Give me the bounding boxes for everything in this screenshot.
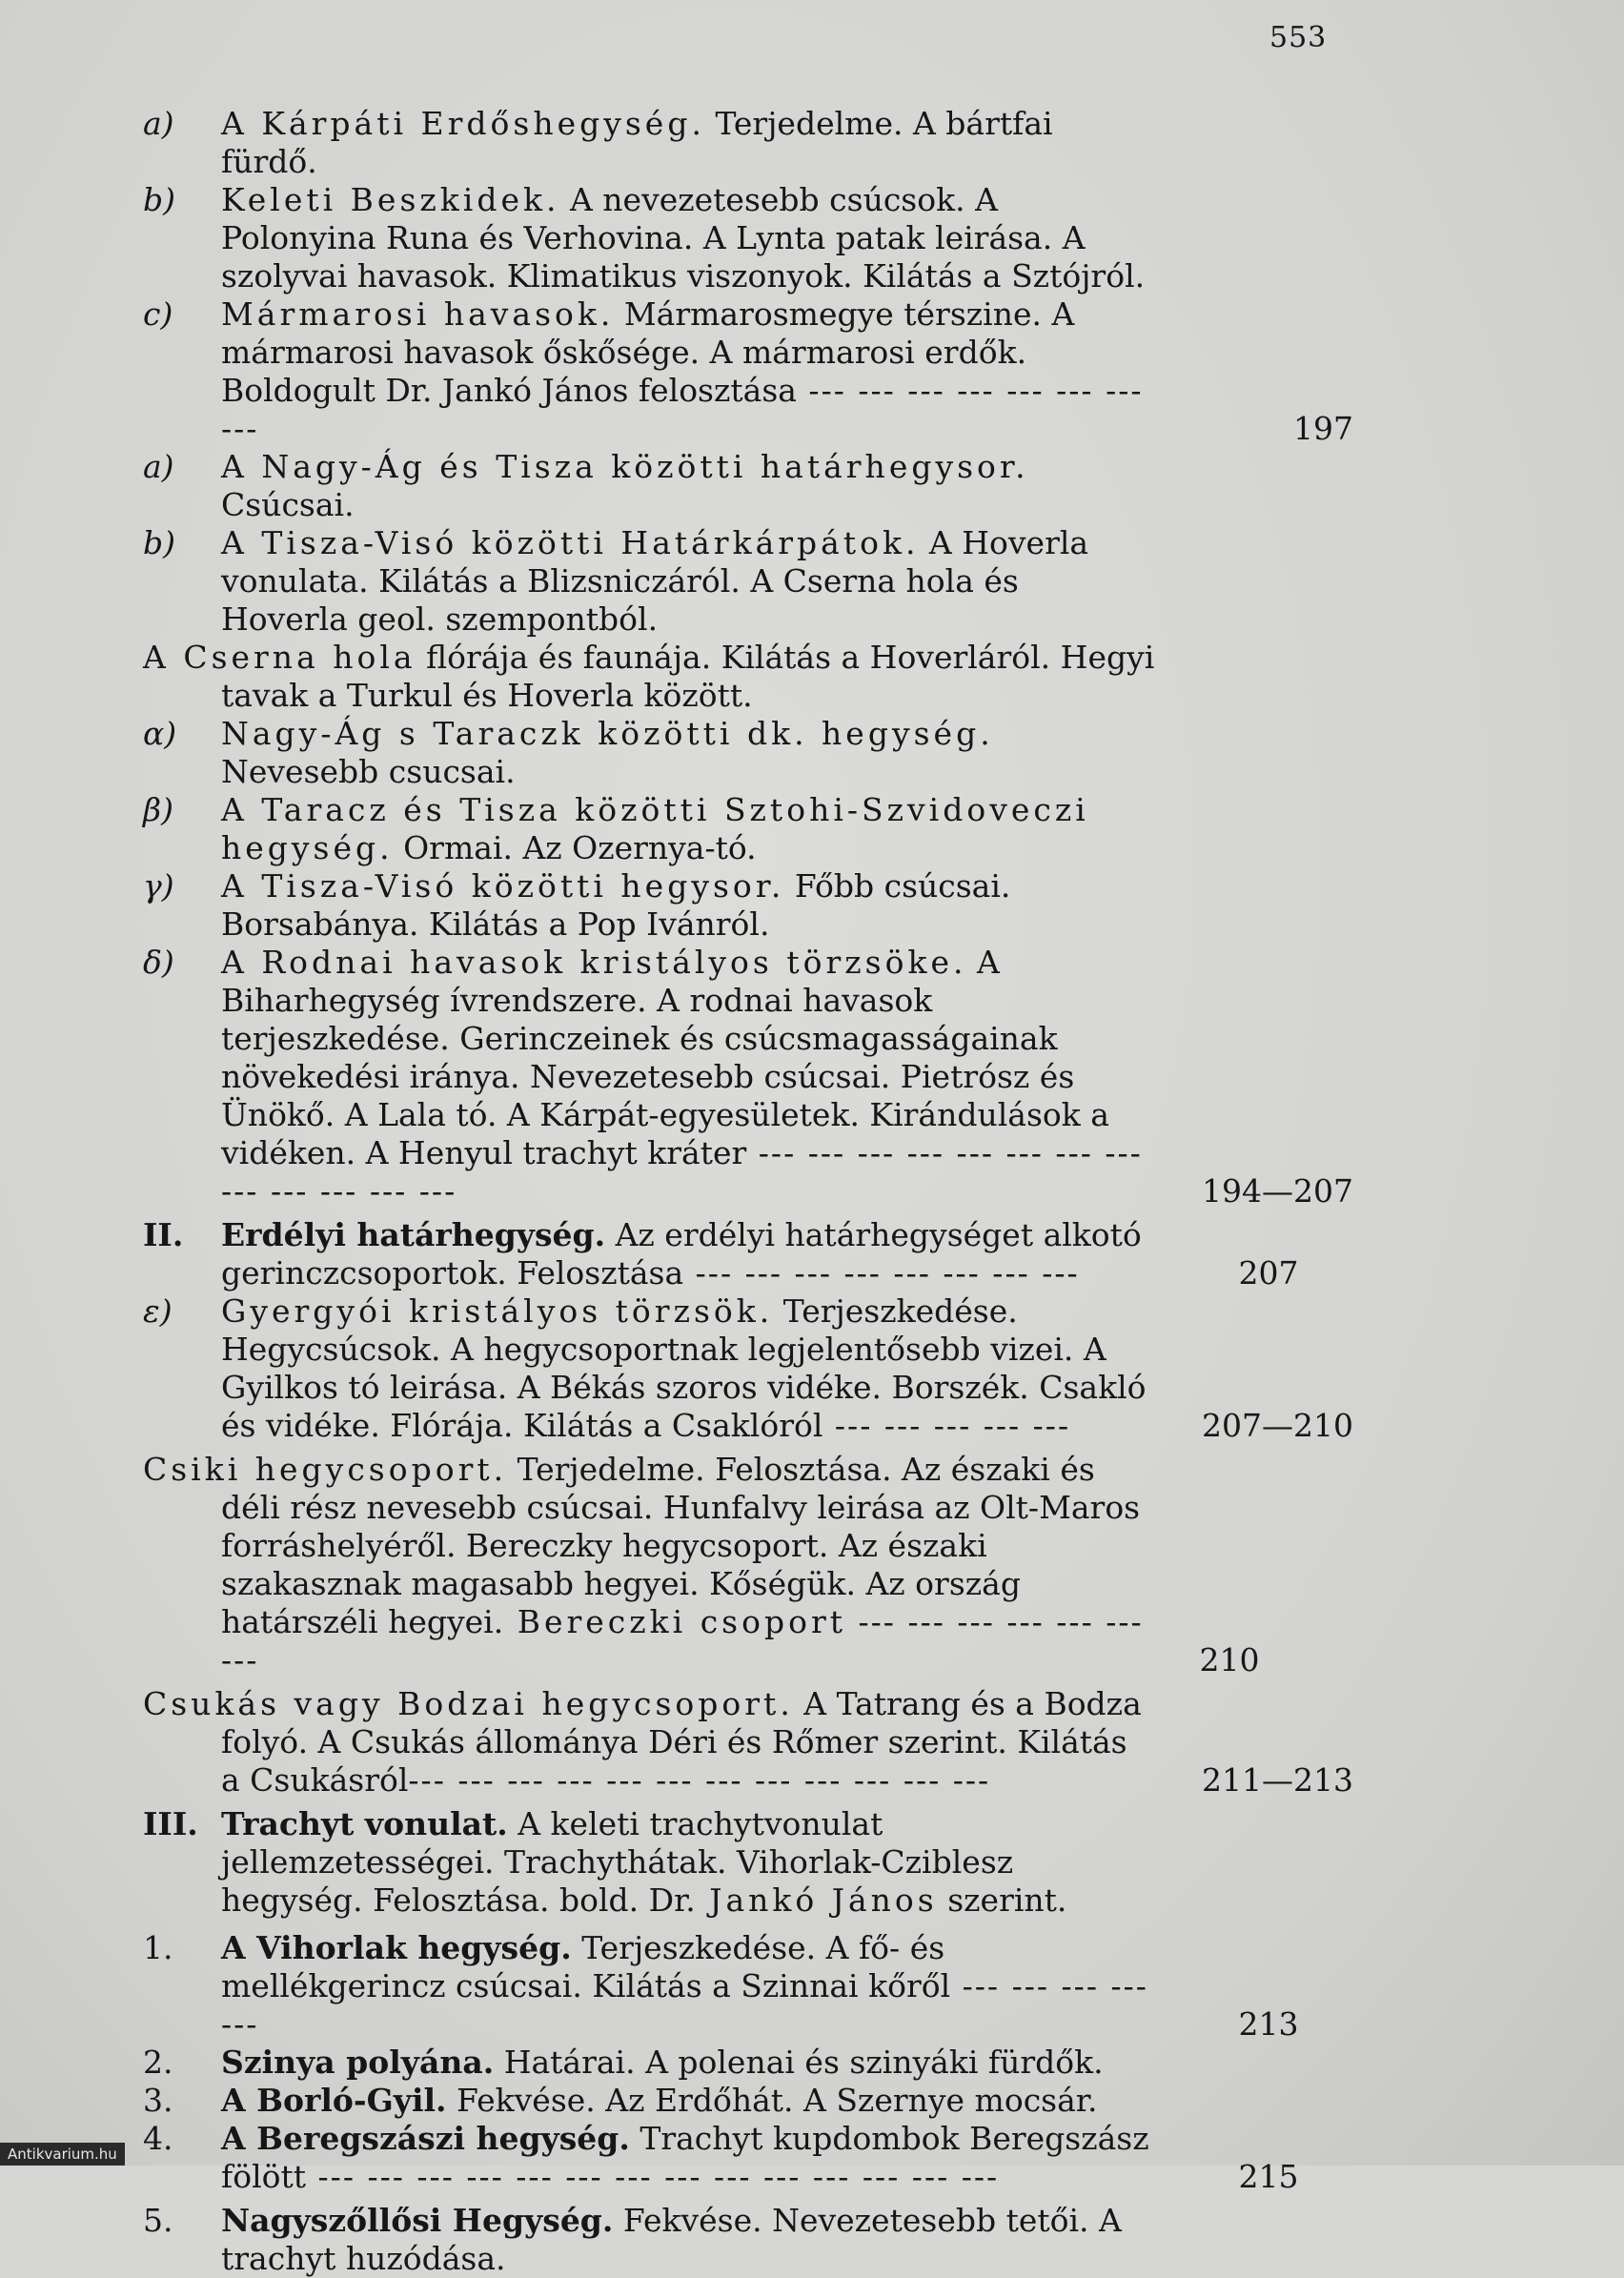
entry-bold-title: Szinya polyána. [221, 2044, 495, 2081]
entry-bold-title: A Borló-Gyil. [221, 2082, 447, 2119]
entry-spaced-title: Csiki hegycsoport. [143, 1451, 508, 1488]
entry-bold-title: A Vihorlak hegység. [221, 1929, 572, 1966]
entry-page-ref: 215 [1238, 2158, 1299, 2195]
dot-leader: --- --- --- --- --- --- --- --- [221, 372, 1144, 447]
entry-page-ref: 213 [1238, 2005, 1299, 2043]
entry-text: Ormai. Az Ozernya-tó. [393, 829, 757, 866]
entry-spaced-title: Bereczki csoport [503, 1603, 847, 1640]
entry-text: Terjeszkedése. Hegycsúcsok. A hegycsoportnak legjelentősebb vizei. A Gyilkos tó leirása. A Békás szoros vidéke. Borszék. Csakló és vidéke. Flórája. Kilátás a Csaklóról [221, 1292, 1147, 1444]
entry-page-ref: 210 [1199, 1641, 1260, 1678]
toc-section [143, 1216, 1299, 1292]
entry-spaced-title: Keleti Beszkidek. [221, 181, 560, 218]
section-title: Trachyt vonulat. [221, 1805, 508, 1842]
entry-spaced-title: Mármarosi havasok. [221, 295, 615, 333]
toc-entry [143, 2202, 1155, 2278]
entry-marker: b) [143, 181, 175, 218]
toc-entry [143, 181, 1155, 295]
entry-text: Fekvése. Nevezetesebb tetői. A trachyt huzódása. [221, 2202, 1122, 2277]
entry-page-ref: 194—207 [1202, 1172, 1353, 1210]
entry-marker: ε) [143, 1292, 173, 1330]
entry-spaced-title: Gyergyói kristályos törzsök. [221, 1292, 774, 1330]
entry-page-ref: 211—213 [1202, 1761, 1353, 1799]
entry-text: Terjedelme. A bártfai fürdő. [221, 105, 1053, 180]
entry-text: A Tatrang és a Bodza folyó. A Csukás állománya Déri és Rőmer szerint. Kilátás a Csukásról [221, 1685, 1142, 1799]
section-title: Erdélyi határhegység. [221, 1216, 606, 1253]
toc-entry [143, 2044, 1155, 2082]
toc-entry [143, 639, 1155, 715]
toc-section [143, 1805, 1155, 1920]
entry-text: flórája és faunája. Kilátás a Hoverláról. Hegyi tavak a Turkul és Hoverla között. [221, 639, 1155, 714]
toc-entry [143, 2120, 1299, 2196]
toc-entry [143, 1292, 1353, 1445]
toc-entry [143, 867, 1155, 944]
entry-text: szerint. [937, 1881, 1067, 1919]
entry-text: Terjedelme. Felosztása. Az északi és déli rész nevesebb csúcsai. Hunfalvy leirása az Olt-Maros forráshelyéről. Bereczky hegycsoport. Az északi szakasznak magasabb hegyei. Kőségük. Az ország határszéli hegyei. [221, 1451, 1141, 1640]
toc-entry [143, 944, 1353, 1210]
entry-bold-title: A Beregszászi hegység. [221, 2120, 630, 2157]
entry-spaced-title: Jankó János [695, 1881, 938, 1919]
watermark-footer: Antikvarium.hu [0, 2143, 125, 2166]
entry-marker: γ) [143, 867, 174, 905]
dot-leader: --- --- --- --- --- [822, 1407, 1071, 1444]
section-number: III. [143, 1805, 198, 1842]
entry-marker: α) [143, 715, 177, 752]
entry-text: Mármarosmegye térszine. A mármarosi havasok őskősége. A mármarosi erdők. Boldogult Dr. Jankó János felosztása [221, 295, 1075, 409]
toc-entry [143, 448, 1155, 524]
toc-entry [143, 524, 1155, 639]
entry-spaced-title: Csukás vagy Bodzai hegycsoport. [143, 1685, 794, 1722]
entry-spaced-title: Nagy-Ág s Taraczk közötti dk. hegység. [221, 715, 994, 752]
entry-marker: a) [143, 105, 174, 142]
toc-entry [143, 1685, 1353, 1800]
toc-entry [143, 791, 1155, 867]
entry-text: Az erdélyi határhegységet alkotó gerinczcsoportok. Felosztása [221, 1216, 1142, 1292]
entry-text: A keleti trachytvonulat jellemzetességei. Trachythátak. Vihorlak-Cziblesz hegység. Felosztása. bold. Dr. [221, 1805, 1014, 1919]
entry-spaced-title: A Kárpáti Erdőshegység. [221, 105, 705, 142]
entry-spaced-title: A Taracz és Tisza közötti Sztohi-Szvidoveczi hegység. [221, 791, 1089, 866]
entry-text: A nevezetesebb csúcsok. A Polonyina Runa és Verhovina. A Lynta patak leirása. A szolyvai havasok. Klimatikus viszonyok. Kilátás a Sztójról. [221, 181, 1146, 295]
entry-spaced-title: A Cserna hola [143, 639, 416, 676]
entry-bold-title: Nagyszőllősi Hegység. [221, 2202, 614, 2239]
dot-leader: --- --- --- --- --- --- --- --- --- --- --- --- --- --- [306, 2158, 1000, 2195]
entry-number: 3. [143, 2082, 173, 2119]
entry-text: Főbb csúcsai. Borsabánya. Kilátás a Pop Ivánról. [221, 867, 1011, 943]
entry-number: 4. [143, 2120, 173, 2157]
entry-marker: β) [143, 791, 173, 828]
entry-number: 1. [143, 1929, 173, 1966]
entry-text: Nevesebb csucsai. [221, 753, 516, 790]
entry-spaced-title: A Tisza-Visó közötti Határkárpátok. [221, 524, 920, 561]
toc-entry [143, 105, 1155, 181]
entry-marker: c) [143, 295, 173, 333]
entry-marker: b) [143, 524, 175, 561]
dot-leader: --- --- --- --- --- --- --- --- --- --- --- --- --- [221, 1134, 1143, 1210]
toc-entry [143, 295, 1353, 448]
toc-entry [143, 715, 1155, 791]
dot-leader: --- --- --- --- --- --- --- [221, 1603, 1144, 1678]
entry-number: 2. [143, 2044, 173, 2081]
entry-page-ref: 207—210 [1202, 1407, 1353, 1444]
entry-marker: δ) [143, 944, 174, 981]
entry-number: 5. [143, 2202, 173, 2239]
entry-text: Fekvése. Az Erdőhát. A Szernye mocsár. [446, 2082, 1098, 2119]
entry-text: A Hoverla vonulata. Kilátás a Blizsniczáról. A Cserna hola és Hoverla geol. szempontból. [221, 524, 1089, 638]
dot-leader: --- --- --- --- --- --- --- --- [683, 1254, 1080, 1292]
toc-entry [143, 1451, 1260, 1679]
entry-page-ref: 207 [1238, 1254, 1299, 1292]
entry-page-ref: 197 [1293, 410, 1353, 447]
entry-text: Terjeszkedése. A fő- és mellékgerincz csúcsai. Kilátás a Szinnai kőről [221, 1929, 951, 2004]
page-number: 553 [1269, 21, 1328, 54]
entry-spaced-title: A Nagy-Ág és Tisza közötti határhegysor. [221, 448, 1029, 485]
entry-text: Csúcsai. [221, 486, 355, 523]
entry-text: Határai. A polenai és szinyáki fürdők. [494, 2044, 1104, 2081]
dot-leader: --- --- --- --- --- --- --- --- --- --- --- --- [408, 1761, 991, 1799]
toc-entry [143, 2082, 1155, 2120]
entry-spaced-title: A Tisza-Visó közötti hegysor. [221, 867, 785, 905]
entry-text: A Biharhegység ívrendszere. A rodnai havasok terjeszkedése. Gerinczeinek és csúcsmagasságainak növekedési iránya. Nevezetesebb csúcsai. Pietrósz és Ünökő. A Lala tó. A Kárpát-egyesületek. Kirándulások a vidéken. A Henyul trachyt kráter [221, 944, 1109, 1171]
dot-leader: --- --- --- --- --- [221, 1967, 1148, 2043]
table-of-contents [143, 105, 1353, 2278]
section-number: II. [143, 1216, 184, 1253]
entry-text: Trachyt kupdombok Beregszász fölött [221, 2120, 1149, 2195]
entry-marker: a) [143, 448, 174, 485]
entry-spaced-title: A Rodnai havasok kristályos törzsöke. [221, 944, 967, 981]
toc-entry [143, 1929, 1299, 2044]
